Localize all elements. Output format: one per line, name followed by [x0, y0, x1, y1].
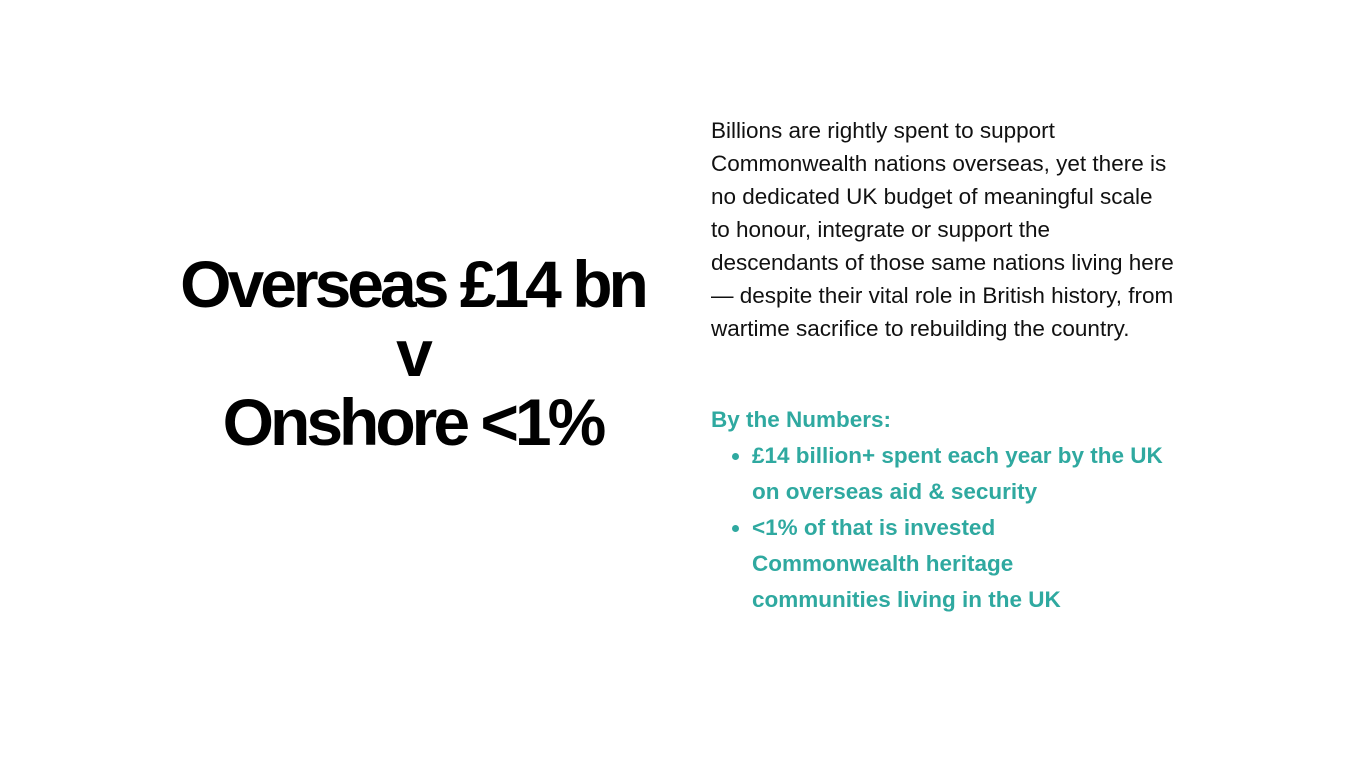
by-the-numbers-section — [711, 402, 1231, 618]
list-item-line: communities living in the UK — [752, 587, 1061, 612]
headline — [160, 247, 665, 459]
paragraph-line: to honour, integrate or support the — [711, 217, 1050, 242]
paragraph-line: no dedicated UK budget of meaningful scale — [711, 184, 1153, 209]
headline-line-onshore: Onshore <1% — [222, 385, 603, 459]
intro-paragraph — [711, 114, 1211, 345]
numbers-heading: By the Numbers: — [711, 407, 892, 432]
paragraph-line: — despite their vital role in British history, from — [711, 283, 1174, 308]
numbers-list — [711, 438, 1231, 618]
paragraph-line: Commonwealth nations overseas, yet there is — [711, 151, 1167, 176]
list-item-line: on overseas aid & security — [752, 479, 1038, 504]
headline-line-versus: v — [396, 316, 429, 390]
list-item — [752, 510, 1231, 618]
list-item-line: Commonwealth heritage — [752, 551, 1014, 576]
paragraph-line: Billions are rightly spent to support — [711, 118, 1055, 143]
paragraph-line: wartime sacrifice to rebuilding the country. — [711, 316, 1130, 341]
paragraph-line: descendants of those same nations living here — [711, 250, 1174, 275]
list-item-line: £14 billion+ spent each year by the UK — [752, 443, 1163, 468]
headline-line-overseas: Overseas £14 bn — [180, 247, 645, 321]
list-item — [752, 438, 1231, 510]
list-item-line: <1% of that is invested — [752, 515, 996, 540]
